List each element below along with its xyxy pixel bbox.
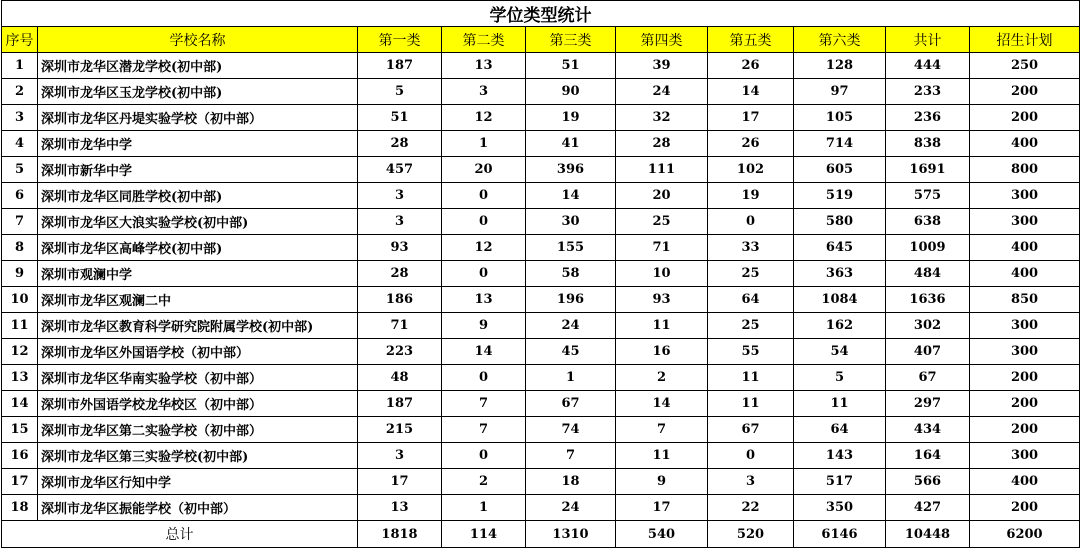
type-2-cell: 14: [442, 339, 526, 365]
total-type-6-cell: 6146: [794, 521, 886, 548]
header-index: 序号: [2, 27, 38, 53]
total-cell: 236: [886, 105, 970, 131]
type-2-cell: 12: [442, 235, 526, 261]
total-cell: 566: [886, 469, 970, 495]
type-1-cell: 186: [358, 287, 442, 313]
type-1-cell: 187: [358, 53, 442, 79]
total-total-cell: 10448: [886, 521, 970, 548]
type-2-cell: 1: [442, 131, 526, 157]
type-3-cell: 67: [526, 391, 616, 417]
type-2-cell: 0: [442, 183, 526, 209]
table-row: [2, 391, 1080, 417]
total-cell: 484: [886, 261, 970, 287]
school-name-cell: 深圳市龙华区玉龙学校(初中部): [38, 79, 358, 105]
header-enrollment-plan: 招生计划: [970, 27, 1080, 53]
type-1-cell: 457: [358, 157, 442, 183]
enrollment-plan-cell: 200: [970, 79, 1080, 105]
type-2-cell: 0: [442, 443, 526, 469]
type-1-cell: 93: [358, 235, 442, 261]
total-cell: 407: [886, 339, 970, 365]
index-cell: 5: [2, 157, 38, 183]
total-type-3-cell: 1310: [526, 521, 616, 548]
type-6-cell: 580: [794, 209, 886, 235]
total-row: [2, 521, 1080, 548]
enrollment-plan-cell: 200: [970, 391, 1080, 417]
table-row: [2, 157, 1080, 183]
enrollment-plan-cell: 200: [970, 105, 1080, 131]
type-4-cell: 7: [616, 417, 708, 443]
type-4-cell: 17: [616, 495, 708, 521]
type-4-cell: 11: [616, 443, 708, 469]
enrollment-plan-cell: 800: [970, 157, 1080, 183]
type-6-cell: 11: [794, 391, 886, 417]
enrollment-plan-cell: 400: [970, 261, 1080, 287]
type-5-cell: 14: [708, 79, 794, 105]
total-type-4-cell: 540: [616, 521, 708, 548]
type-2-cell: 2: [442, 469, 526, 495]
index-cell: 17: [2, 469, 38, 495]
total-cell: 164: [886, 443, 970, 469]
type-1-cell: 48: [358, 365, 442, 391]
table-row: [2, 53, 1080, 79]
type-3-cell: 196: [526, 287, 616, 313]
type-5-cell: 26: [708, 131, 794, 157]
degree-type-statistics-table: [1, 0, 1080, 548]
index-cell: 3: [2, 105, 38, 131]
type-5-cell: 0: [708, 209, 794, 235]
index-cell: 12: [2, 339, 38, 365]
type-4-cell: 20: [616, 183, 708, 209]
type-5-cell: 11: [708, 391, 794, 417]
type-5-cell: 64: [708, 287, 794, 313]
type-5-cell: 17: [708, 105, 794, 131]
index-cell: 14: [2, 391, 38, 417]
type-3-cell: 24: [526, 495, 616, 521]
school-name-cell: 深圳市龙华区同胜学校(初中部): [38, 183, 358, 209]
type-5-cell: 55: [708, 339, 794, 365]
index-cell: 7: [2, 209, 38, 235]
index-cell: 18: [2, 495, 38, 521]
type-5-cell: 19: [708, 183, 794, 209]
type-5-cell: 3: [708, 469, 794, 495]
type-1-cell: 3: [358, 183, 442, 209]
type-1-cell: 215: [358, 417, 442, 443]
total-cell: 297: [886, 391, 970, 417]
type-4-cell: 71: [616, 235, 708, 261]
table-row: [2, 183, 1080, 209]
type-6-cell: 714: [794, 131, 886, 157]
school-name-cell: 深圳市外国语学校龙华校区（初中部）: [38, 391, 358, 417]
type-2-cell: 7: [442, 391, 526, 417]
header-type-5: 第五类: [708, 27, 794, 53]
type-6-cell: 97: [794, 79, 886, 105]
index-cell: 16: [2, 443, 38, 469]
enrollment-plan-cell: 200: [970, 495, 1080, 521]
type-6-cell: 128: [794, 53, 886, 79]
type-3-cell: 51: [526, 53, 616, 79]
type-1-cell: 5: [358, 79, 442, 105]
type-3-cell: 90: [526, 79, 616, 105]
type-1-cell: 187: [358, 391, 442, 417]
header-type-1: 第一类: [358, 27, 442, 53]
index-cell: 1: [2, 53, 38, 79]
index-cell: 15: [2, 417, 38, 443]
school-name-cell: 深圳市龙华区第二实验学校（初中部）: [38, 417, 358, 443]
type-6-cell: 1084: [794, 287, 886, 313]
header-type-4: 第四类: [616, 27, 708, 53]
school-name-cell: 深圳市龙华区潜龙学校(初中部): [38, 53, 358, 79]
header-type-3: 第三类: [526, 27, 616, 53]
table-row: [2, 209, 1080, 235]
type-6-cell: 5: [794, 365, 886, 391]
type-3-cell: 18: [526, 469, 616, 495]
type-4-cell: 2: [616, 365, 708, 391]
type-4-cell: 24: [616, 79, 708, 105]
type-4-cell: 39: [616, 53, 708, 79]
total-cell: 302: [886, 313, 970, 339]
total-cell: 233: [886, 79, 970, 105]
table-row: [2, 79, 1080, 105]
school-name-cell: 深圳市龙华区行知中学: [38, 469, 358, 495]
type-3-cell: 24: [526, 313, 616, 339]
type-1-cell: 71: [358, 313, 442, 339]
header-total: 共计: [886, 27, 970, 53]
type-1-cell: 3: [358, 209, 442, 235]
type-2-cell: 7: [442, 417, 526, 443]
type-2-cell: 0: [442, 209, 526, 235]
table-row: [2, 443, 1080, 469]
type-5-cell: 22: [708, 495, 794, 521]
table-row: [2, 469, 1080, 495]
type-5-cell: 67: [708, 417, 794, 443]
header-school-name: 学校名称: [38, 27, 358, 53]
type-4-cell: 10: [616, 261, 708, 287]
type-6-cell: 64: [794, 417, 886, 443]
total-enrollment-plan-cell: 6200: [970, 521, 1080, 548]
type-4-cell: 32: [616, 105, 708, 131]
type-5-cell: 33: [708, 235, 794, 261]
school-name-cell: 深圳市龙华区教育科学研究院附属学校(初中部): [38, 313, 358, 339]
type-3-cell: 155: [526, 235, 616, 261]
type-6-cell: 517: [794, 469, 886, 495]
enrollment-plan-cell: 300: [970, 443, 1080, 469]
type-1-cell: 17: [358, 469, 442, 495]
table-row: [2, 131, 1080, 157]
enrollment-plan-cell: 400: [970, 469, 1080, 495]
type-6-cell: 605: [794, 157, 886, 183]
type-2-cell: 0: [442, 261, 526, 287]
total-type-1-cell: 1818: [358, 521, 442, 548]
index-cell: 6: [2, 183, 38, 209]
index-cell: 2: [2, 79, 38, 105]
type-2-cell: 9: [442, 313, 526, 339]
school-name-cell: 深圳市龙华区丹堤实验学校（初中部）: [38, 105, 358, 131]
type-3-cell: 7: [526, 443, 616, 469]
type-6-cell: 645: [794, 235, 886, 261]
type-3-cell: 41: [526, 131, 616, 157]
enrollment-plan-cell: 400: [970, 235, 1080, 261]
enrollment-plan-cell: 300: [970, 183, 1080, 209]
header-type-6: 第六类: [794, 27, 886, 53]
total-cell: 67: [886, 365, 970, 391]
type-4-cell: 11: [616, 313, 708, 339]
enrollment-plan-cell: 300: [970, 209, 1080, 235]
type-2-cell: 1: [442, 495, 526, 521]
index-cell: 8: [2, 235, 38, 261]
type-2-cell: 0: [442, 365, 526, 391]
index-cell: 10: [2, 287, 38, 313]
index-cell: 4: [2, 131, 38, 157]
enrollment-plan-cell: 300: [970, 313, 1080, 339]
type-5-cell: 11: [708, 365, 794, 391]
school-name-cell: 深圳市龙华区第三实验学校(初中部): [38, 443, 358, 469]
type-4-cell: 16: [616, 339, 708, 365]
type-4-cell: 111: [616, 157, 708, 183]
type-1-cell: 51: [358, 105, 442, 131]
type-2-cell: 3: [442, 79, 526, 105]
school-name-cell: 深圳市龙华区华南实验学校（初中部）: [38, 365, 358, 391]
total-type-2-cell: 114: [442, 521, 526, 548]
type-4-cell: 93: [616, 287, 708, 313]
type-3-cell: 58: [526, 261, 616, 287]
type-1-cell: 13: [358, 495, 442, 521]
type-4-cell: 25: [616, 209, 708, 235]
type-6-cell: 162: [794, 313, 886, 339]
type-5-cell: 25: [708, 261, 794, 287]
type-2-cell: 20: [442, 157, 526, 183]
total-cell: 434: [886, 417, 970, 443]
type-1-cell: 28: [358, 261, 442, 287]
type-4-cell: 14: [616, 391, 708, 417]
total-cell: 444: [886, 53, 970, 79]
type-5-cell: 102: [708, 157, 794, 183]
type-6-cell: 350: [794, 495, 886, 521]
school-name-cell: 深圳市观澜中学: [38, 261, 358, 287]
type-6-cell: 143: [794, 443, 886, 469]
type-4-cell: 9: [616, 469, 708, 495]
table-row: [2, 417, 1080, 443]
enrollment-plan-cell: 850: [970, 287, 1080, 313]
total-cell: 838: [886, 131, 970, 157]
index-cell: 9: [2, 261, 38, 287]
enrollment-plan-cell: 200: [970, 365, 1080, 391]
total-cell: 638: [886, 209, 970, 235]
type-5-cell: 26: [708, 53, 794, 79]
type-2-cell: 12: [442, 105, 526, 131]
table-row: [2, 313, 1080, 339]
enrollment-plan-cell: 300: [970, 339, 1080, 365]
table-row: [2, 287, 1080, 313]
type-1-cell: 28: [358, 131, 442, 157]
title-row: [2, 1, 1080, 27]
type-3-cell: 19: [526, 105, 616, 131]
type-6-cell: 363: [794, 261, 886, 287]
table-row: [2, 105, 1080, 131]
total-type-5-cell: 520: [708, 521, 794, 548]
table-row: [2, 365, 1080, 391]
type-6-cell: 54: [794, 339, 886, 365]
school-name-cell: 深圳市龙华中学: [38, 131, 358, 157]
header-row: [2, 27, 1080, 53]
type-1-cell: 223: [358, 339, 442, 365]
table-row: [2, 495, 1080, 521]
total-cell: 1691: [886, 157, 970, 183]
school-name-cell: 深圳市龙华区外国语学校（初中部）: [38, 339, 358, 365]
school-name-cell: 深圳市龙华区大浪实验学校(初中部): [38, 209, 358, 235]
type-3-cell: 396: [526, 157, 616, 183]
type-3-cell: 74: [526, 417, 616, 443]
type-1-cell: 3: [358, 443, 442, 469]
table-row: [2, 235, 1080, 261]
total-cell: 575: [886, 183, 970, 209]
index-cell: 13: [2, 365, 38, 391]
table-row: [2, 261, 1080, 287]
type-6-cell: 519: [794, 183, 886, 209]
school-name-cell: 深圳市新华中学: [38, 157, 358, 183]
table-row: [2, 339, 1080, 365]
total-cell: 427: [886, 495, 970, 521]
enrollment-plan-cell: 400: [970, 131, 1080, 157]
total-label: 总计: [2, 521, 358, 548]
index-cell: 11: [2, 313, 38, 339]
type-5-cell: 0: [708, 443, 794, 469]
type-4-cell: 28: [616, 131, 708, 157]
school-name-cell: 深圳市龙华区振能学校（初中部）: [38, 495, 358, 521]
table-title: 学位类型统计: [2, 1, 1080, 27]
enrollment-plan-cell: 250: [970, 53, 1080, 79]
type-6-cell: 105: [794, 105, 886, 131]
type-3-cell: 1: [526, 365, 616, 391]
type-2-cell: 13: [442, 53, 526, 79]
school-name-cell: 深圳市龙华区高峰学校(初中部): [38, 235, 358, 261]
type-3-cell: 45: [526, 339, 616, 365]
total-cell: 1009: [886, 235, 970, 261]
header-type-2: 第二类: [442, 27, 526, 53]
type-2-cell: 13: [442, 287, 526, 313]
total-cell: 1636: [886, 287, 970, 313]
enrollment-plan-cell: 200: [970, 417, 1080, 443]
type-3-cell: 30: [526, 209, 616, 235]
type-5-cell: 25: [708, 313, 794, 339]
type-3-cell: 14: [526, 183, 616, 209]
school-name-cell: 深圳市龙华区观澜二中: [38, 287, 358, 313]
